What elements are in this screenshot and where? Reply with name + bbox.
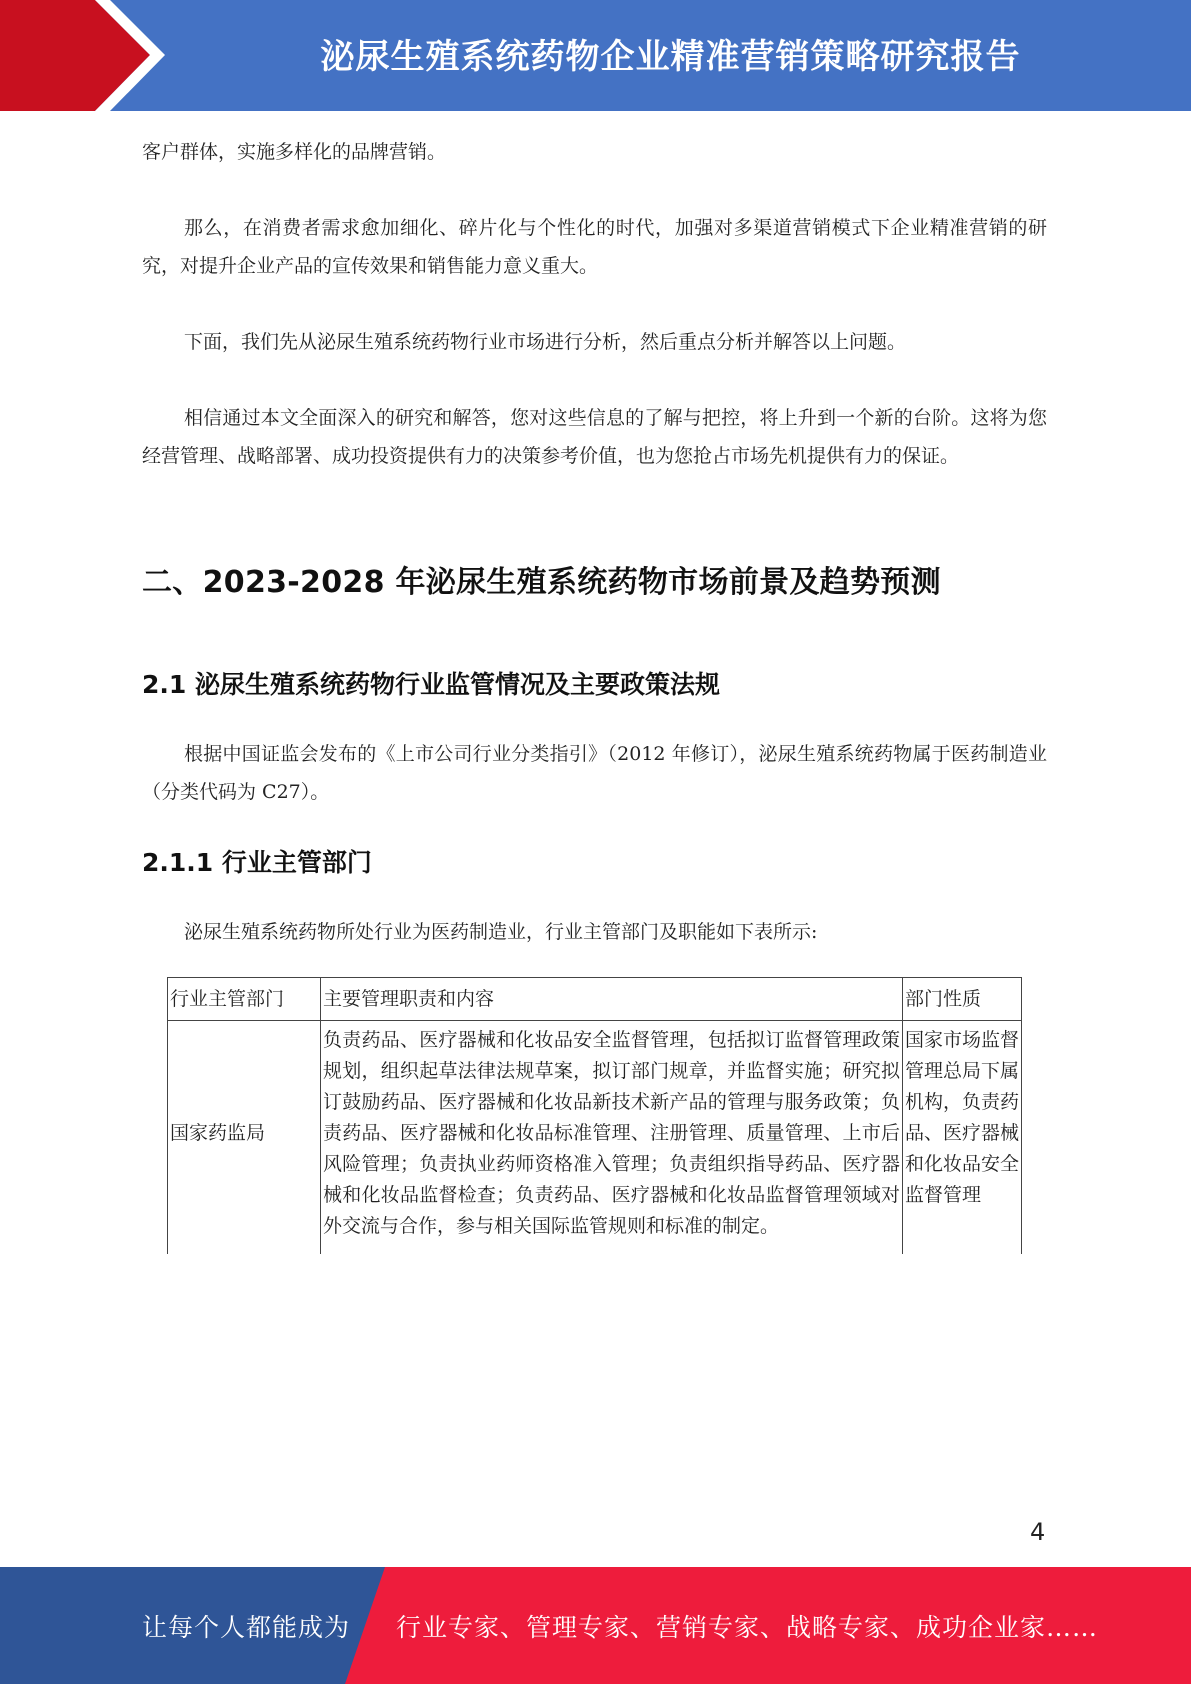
footer-slogan-right: 行业专家、管理专家、营销专家、战略专家、成功企业家……	[396, 1612, 1099, 1642]
paragraph: 根据中国证监会发布的《上市公司行业分类指引》（2012 年修订），泌尿生殖系统药物属于医药制造业（分类代码为 C27）。	[142, 743, 1047, 803]
table-row	[168, 1021, 1022, 1255]
department-table	[167, 977, 1022, 1254]
paragraph: 下面，我们先从泌尿生殖系统药物行业市场进行分析，然后重点分析并解答以上问题。	[184, 331, 907, 353]
table-header-cell: 主要管理职责和内容	[321, 978, 903, 1021]
report-title: 泌尿生殖系统药物企业精准营销策略研究报告	[320, 36, 1021, 77]
paragraph: 客户群体，实施多样化的品牌营销。	[142, 141, 447, 163]
page-number: 4	[1030, 1518, 1046, 1546]
table-header-cell: 部门性质	[903, 978, 1022, 1021]
footer-slogan-left: 让每个人都能成为	[142, 1612, 351, 1642]
section-heading: 二、2023-2028 年泌尿生殖系统药物市场前景及趋势预测	[142, 565, 941, 600]
table-header-row	[168, 978, 1022, 1021]
page-header	[0, 0, 1191, 111]
table-cell-duties: 负责药品、医疗器械和化妆品安全监督管理，包括拟订监督管理政策规划，组织起草法律法规草案，拟订部门规章，并监督实施；研究拟订鼓励药品、医疗器械和化妆品新技术新产品的管理与服务政策；负责药品、医疗器械和化妆品标准管理、注册管理、质量管理、上市后风险管理；负责执业药师资格准入管理；负责组织指导药品、医疗器械和化妆品监督检查；负责药品、医疗器械和化妆品监督管理领域对外交流与合作，参与相关国际监管规则和标准的制定。	[321, 1021, 903, 1255]
table-header-cell: 行业主管部门	[168, 978, 321, 1021]
subsection-heading: 2.1 泌尿生殖系统药物行业监管情况及主要政策法规	[142, 670, 720, 699]
table-cell-nature: 国家市场监督管理总局下属机构，负责药品、医疗器械和化妆品安全监督管理	[903, 1021, 1022, 1255]
table-cell-dept: 国家药监局	[168, 1021, 321, 1255]
subsection-heading: 2.1.1 行业主管部门	[142, 848, 372, 877]
page-footer	[0, 1567, 1191, 1684]
paragraph: 那么，在消费者需求愈加细化、碎片化与个性化的时代，加强对多渠道营销模式下企业精准营销的研究，对提升企业产品的宣传效果和销售能力意义重大。	[142, 217, 1047, 277]
paragraph: 相信通过本文全面深入的研究和解答，您对这些信息的了解与把控，将上升到一个新的台阶。这将为您经营管理、战略部署、成功投资提供有力的决策参考价值，也为您抢占市场先机提供有力的保证。	[142, 407, 1047, 467]
paragraph: 泌尿生殖系统药物所处行业为医药制造业，行业主管部门及职能如下表所示:	[184, 921, 818, 943]
